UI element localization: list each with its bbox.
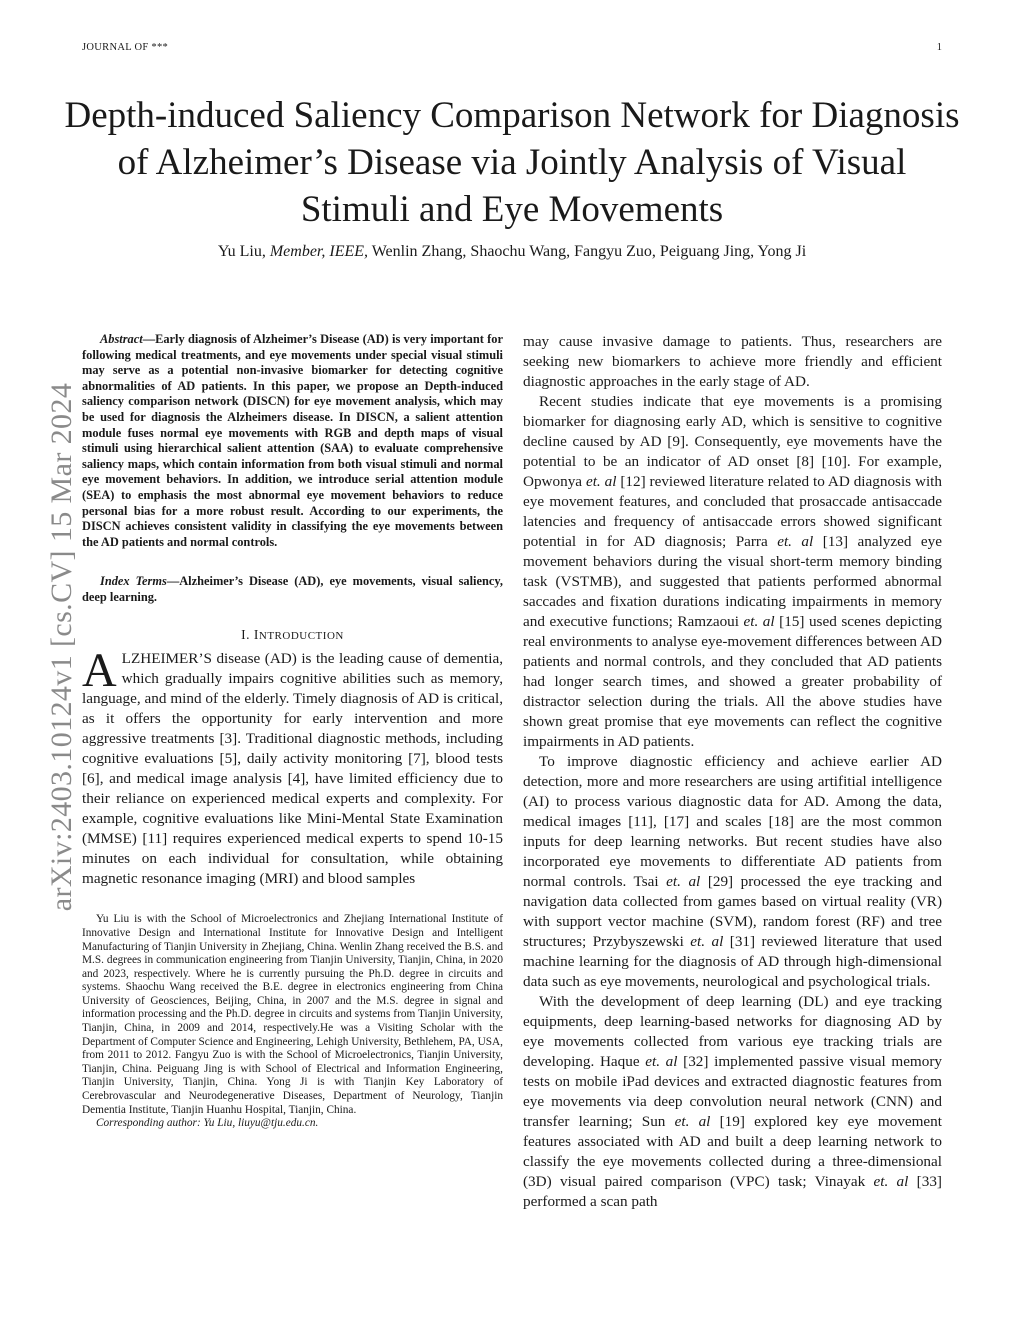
body-paragraph [523,392,942,752]
intro-first-word: LZHEIMER’S [121,650,212,668]
et-al: et. al [666,873,701,890]
index-terms [82,573,503,605]
et-al: et. al [674,1113,711,1130]
drop-cap: A [82,644,117,698]
author-names-rest: Wenlin Zhang, Shaochu Wang, Fangyu Zuo, Peiguang Jing, Yong Ji [368,243,807,260]
et-al: et. al [873,1173,909,1190]
paragraph-text: [29] processed the eye tracking and navigation data collected from games based on virtual reality (VR) with support vector machine (SVM), random forest (RF) and tree structures; Przybyszewski [523,873,942,950]
paragraph-text: [12] reviewed literature related to AD diagnosis with eye movement features, and concluded that prosaccade antisaccade latencies and frequency of antisaccade errors showed significant potential in for AD diagnosis; Parra [523,473,942,550]
et-al: et. al [585,473,617,490]
running-head: JOURNAL OF *** [82,42,169,53]
section-title-initial: I [253,627,259,643]
et-al: et. al [743,613,775,630]
paragraph-text: [15] used scenes depicting real environments to analyse eye-movement differences between AD patients and normal controls, and they concluded that AD patients had longer search times, and showed a greater probability of distractor selection during the trials. All the above studies have shown great promise that eye movements can reflect the cognitive impairments in AD patients. [523,613,942,750]
author-list [60,243,964,261]
index-terms-label: Index Terms [100,574,167,589]
et-al: et. al [645,1053,678,1070]
paragraph-text: [32] implemented passive visual memory tests on mobile iPad devices and extracted diagnostic features from eye movements via deep convolution neural network (CNN) and transfer learning; Sun [523,1053,942,1130]
corresponding-author-note: Corresponding author: Yu Liu, liuyu@tju.edu.cn. [96,1117,319,1130]
body-paragraph: may cause invasive damage to patients. Thus, researchers are seeking new biomarkers to achieve more friendly and efficient diagnostic approaches in the early stage of AD. [523,333,942,390]
et-al: et. al [777,533,814,550]
et-al: et. al [690,933,724,950]
arxiv-identifier-text: arXiv:2403.10124v1 [cs.CV] 15 Mar 2024 [45,382,78,912]
page-number: 1 [936,42,942,53]
author-membership: Member, IEEE, [269,243,369,260]
paragraph-text: [19] explored key eye movement features associated with AD and built a deep learning network to classify the eye movements collected during a three-dimensional (3D) visual paired comparison (VPC) task; Vinayak [523,1113,942,1190]
section-heading-introduction [82,627,503,643]
body-paragraph [523,992,942,1212]
abstract [82,332,503,550]
introduction-paragraph [82,644,503,889]
affiliation-footnote: Yu Liu is with the School of Microelectronics and Zhejiang International Institute of Innovative Design and International Institute for Innovative Design and Intelligent Manufacturing of Tianjin University in Zhejiang, China. Wenlin Zhang received the B.S. and M.S. degrees in communication engineering from Tianjin University, Tianjin, China, in 2020 and 2023, respectively. Where he is currently pursuing the Ph.D. degree in circuits and systems. Shaochu Wang received the B.E. degree in electronics engineering from China University of Geosciences, Beijing, China, in 2007 and the M.S. degree in signal and information processing and the Ph.D. degree in circuits and systems from Tianjin University, Tianjin, China, in 2009 and 2014, respectively.He was a Visiting Scholar with the Department of Computer Science and Engineering, Lehigh University, Bethlehem, PA, USA, from 2011 to 2012. Fangyu Zuo is with the School of Microelectronics, Tianjin University, Tianjin, China. Peiguang Jing is with School of Electrical and Information Engineering, Tianjin University, Tianjin, China. Yong Ji is with Tianjin Key Laboratory of Cerebrovascular and Neurodegenerative Diseases, Department of Neurology, Tianjin Dementia Institute, Tianjin Huanhu Hospital, Tianjin, China. [82,913,503,1116]
index-terms-text: —Alzheimer’s Disease (AD), eye movements, visual saliency, deep learning. [82,574,504,605]
body-paragraph [523,752,942,992]
paragraph-text: With the development of deep learning (DL) and eye tracking equipments, deep learning-based networks for diagnosing AD by eye movements collected from various eye tracking trials are developing. Haque [523,993,942,1070]
paragraph-text: To improve diagnostic efficiency and achieve earlier AD detection, more and more researchers are using artifitial intelligence (AI) to process various diagnostic data for AD. Among the data, medical images [11], [17] and scales [18] are the most common inputs for deep learning networks. But recent studies have also incorporated eye movements to differentiate AD patients from normal controls. Tsai [523,753,942,890]
right-column [523,332,942,1212]
paragraph-text: [33] performed a scan path [523,1173,942,1210]
paragraph-text: Recent studies indicate that eye movements is a promising biomarker for diagnosing early AD, which is sensitive to cognitive decline caused by AD [9]. Consequently, eye movements have the potential to be an indicator of AD onset [8] [10]. For example, Opwonya [523,393,942,490]
left-column [82,332,503,1131]
author-names-lead: Yu Liu, [217,243,270,260]
paper-title: Depth-induced Saliency Comparison Network for Diagnosis of Alzheimer’s Disease via Jointly Analysis of Visual Stimuli and Eye Movements [64,95,960,230]
section-title-rest: NTRODUCTION [258,630,344,643]
section-numeral: I. [241,627,254,643]
intro-text: disease (AD) is the leading cause of dementia, which gradually impairs cognitive abilities such as memory, language, and mind of the elderly. Timely diagnosis of AD is critical, as it offers the opportunity for early intervention and more aggressive treatments [3]. Traditional diagnostic methods, including cognitive evaluations [5], daily activity monitoring [7], blood tests [6], and medical image analysis [4], have limited efficiency due to their reliance on experienced medical experts and complexity. For example, cognitive evaluations like Mini-Mental State Examination (MMSE) [11] requires experienced medical experts to spend 10-15 minutes on each individual for consultation, while obtaining magnetic resonance imaging (MRI) and blood samples [82,650,503,888]
paragraph-text: [31] reviewed literature that used machine learning for the diagnosis of AD through high-dimensional data such as eye movements, neurological and psychological trials. [523,933,942,990]
abstract-text: —Early diagnosis of Alzheimer’s Disease (AD) is very important for following medical treatments, and eye movements under special visual stimuli may serve as a potential non-invasive biomarker for detecting cognitive abnormalities of AD patients. In this paper, we propose an Depth-induced saliency comparison network (DISCN) for eye movement analysis, which may be used for diagnosis the Alzheimers disease. In DISCN, a salient attention module fuses normal eye movements with RGB and depth maps of visual stimuli using hierarchical salient attention (SAA) to evaluate comprehensive saliency maps, which contain information from both visual stimuli and normal eye movement behaviors. In addition, we introduce serial attention module (SEA) to emphasis the most abnormal eye movement behaviors to reduce personal bias for a more robust result. According to our experiments, the DISCN achieves consistent validity in classifying the eye movements between the AD patients and normal controls. [82,332,503,549]
paragraph-text: [13] analyzed eye movement behaviors during the visual short-term memory binding task (VSTMB), and suggested that patients performed abnormal saccades and fixation durations indicating impairments in memory and executive functions; Ramzaoui [523,533,942,630]
abstract-label: Abstract [100,332,143,346]
